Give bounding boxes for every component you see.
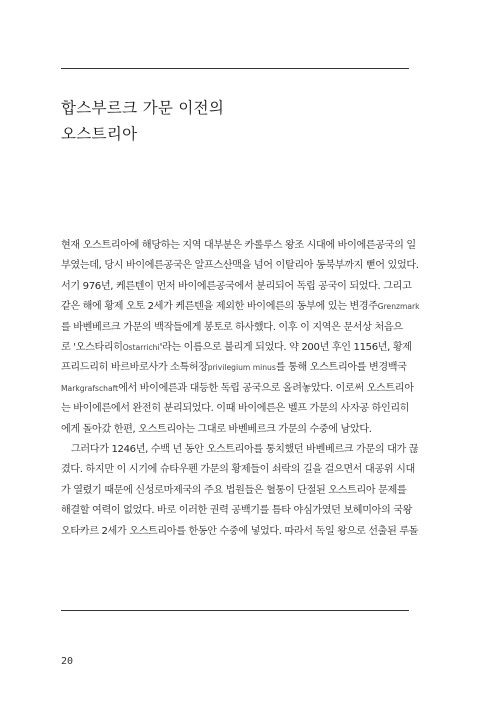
chapter-title-line-2: 오스트리아 [61, 125, 138, 143]
text-line: 를 바벤베르크 가문의 백작들에게 봉토로 하사했다. 이후 이 지역은 문서상 처음으 [61, 321, 403, 333]
text-line [61, 338, 411, 358]
foreign-term: Ostarrichi [122, 343, 160, 353]
foreign-term: Grenzmark [377, 302, 420, 312]
text-line [61, 358, 411, 378]
text-line: 에게 돌아갔 한편, 오스트리아는 그대로 바벤베르크 가문의 수중에 남았다. [61, 423, 372, 435]
chapter-title-line-1: 합스부르크 가문 이전의 [61, 99, 225, 117]
foreign-term: privilegium minus [207, 363, 276, 373]
bottom-rule [61, 610, 409, 611]
text-line: 는 바이에른에서 완전히 분리되었다. 이때 바이에른은 벨프 가문의 사자공 하인리히 [61, 403, 410, 415]
text-line: 서기 976년, 케른텐이 먼저 바이에른공국에서 분리되어 독립 공국이 되었다. 그리고 [61, 280, 412, 292]
text-line: 현재 오스트리아에 해당하는 지역 대부분은 카롤루스 왕조 시대에 바이에른공국의 일 [61, 240, 416, 251]
text-line: 가 열렸기 때문에 신성로마제국의 주요 법원들은 혈통이 단절된 오스트리아 문제를 [61, 484, 407, 496]
text-segment: 에서 바이에른과 대등한 독립 공국으로 올려놓았다. 이로써 오스트리아 [118, 382, 414, 394]
text-line [61, 379, 414, 399]
text-line: 오타카르 2세가 오스트리아를 한동안 수중에 넣었다. 따라서 독일 왕으로 선출된 루돌 [61, 525, 419, 537]
text-line: 겼다. 하지만 이 시기에 슈타우펜 가문의 황제들이 쇠락의 길을 걸으면서 대공위 시대 [61, 464, 415, 476]
page-number: 20 [61, 656, 74, 667]
text-line: 해결할 여력이 없었다. 바로 이러한 권력 공백기를 틈타 야심가였던 보헤미아의 국왕 [61, 505, 413, 517]
top-rule [61, 68, 409, 69]
chapter-title [61, 95, 224, 147]
paragraph-start-line: 그러다가 1246년, 수백 년 동안 오스트리아를 통치했던 바벤베르크 가문의 대가 끊 [71, 444, 419, 456]
text-segment: '라는 이름으로 불리게 되었다. 약 200년 후인 1156년, 황제 [159, 342, 412, 354]
text-segment: 로 '오스타리히 [61, 342, 123, 354]
foreign-term: Markgrafschaft [61, 383, 119, 393]
body-text [61, 236, 420, 542]
text-segment: 같은 해에 황제 오토 2세가 케른텐을 제외한 바이에른의 동부에 있는 변경주 [61, 301, 378, 313]
text-segment: 프리드리히 바르바로사가 소특허장 [61, 362, 208, 374]
text-line: 부였는데, 당시 바이에른공국은 알프스산맥을 넘어 이탈리아 동북부까지 뻗어 있었다. [61, 260, 419, 272]
text-segment: 를 통해 오스트리아를 변경백국 [275, 362, 407, 374]
text-line [61, 297, 420, 317]
